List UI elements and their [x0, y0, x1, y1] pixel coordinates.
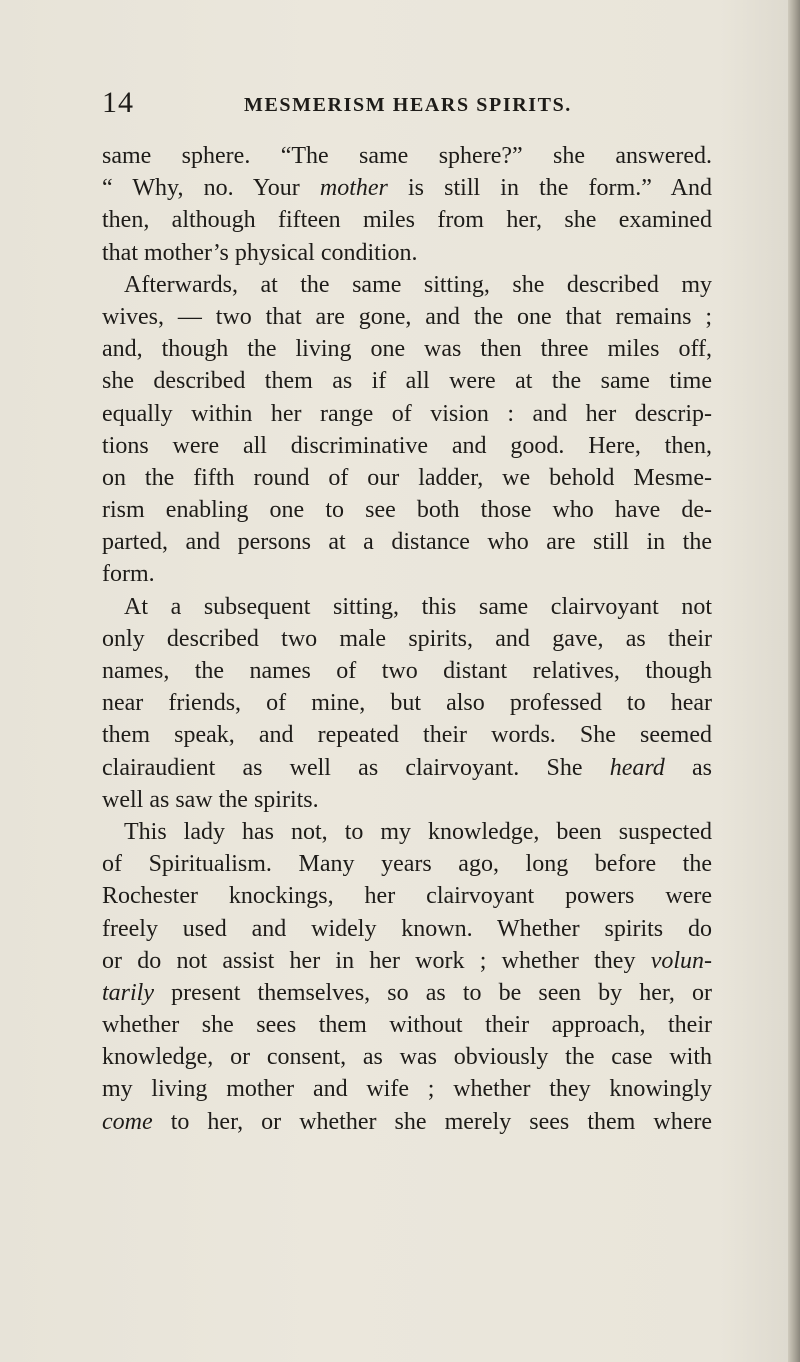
text-line: form.	[102, 561, 155, 588]
text-line: then, although fifteen miles from her, she examined	[102, 207, 712, 234]
text-line: whether she sees them without their approach, their	[102, 1012, 712, 1039]
text-line: Rochester knockings, her clairvoyant powers were	[102, 883, 712, 910]
text-line: tarily present themselves, so as to be seen by her, or	[102, 979, 712, 1006]
page-edge-shadow	[788, 0, 800, 1362]
text-line: near friends, of mine, but also professed to hear	[102, 690, 712, 717]
text-line: them speak, and repeated their words. She seemed	[102, 722, 712, 749]
text-line: Afterwards, at the same sitting, she described my	[124, 271, 712, 298]
text-line: tions were all discriminative and good. Here, then,	[102, 432, 712, 459]
text-line: wives, — two that are gone, and the one that remains ;	[102, 303, 712, 330]
text-line: come to her, or whether she merely sees them where	[102, 1108, 712, 1135]
text-line: At a subsequent sitting, this same clairvoyant not	[124, 593, 712, 620]
text-line: my living mother and wife ; whether they knowingly	[102, 1076, 712, 1103]
text-line: parted, and persons at a distance who are still in the	[102, 529, 712, 556]
text-line: equally within her range of vision : and her descrip-	[102, 400, 712, 427]
text-line: “ Why, no. Your mother is still in the form.” And	[102, 175, 712, 202]
text-line: freely used and widely known. Whether spirits do	[102, 915, 712, 942]
text-line: of Spiritualism. Many years ago, long before the	[102, 851, 712, 878]
running-head	[102, 86, 712, 122]
text-line: and, though the living one was then three miles off,	[102, 336, 712, 363]
page-number: 14	[102, 86, 134, 119]
text-line: This lady has not, to my knowledge, been suspected	[124, 818, 712, 845]
text-line: she described them as if all were at the same time	[102, 368, 712, 395]
body-text	[102, 140, 712, 1138]
running-title: MESMERISM HEARS SPIRITS.	[244, 94, 572, 116]
text-line: names, the names of two distant relatives, though	[102, 658, 712, 684]
text-line: rism enabling one to see both those who have de-	[102, 497, 712, 524]
text-line: well as saw the spirits.	[102, 786, 319, 813]
text-line: only described two male spirits, and gave, as their	[102, 625, 712, 652]
text-line: knowledge, or consent, as was obviously the case with	[102, 1044, 712, 1071]
text-line: clairaudient as well as clairvoyant. She heard as	[102, 754, 712, 781]
text-line: or do not assist her in her work ; whether they volun-	[102, 947, 712, 974]
text-line: that mother’s physical condition.	[102, 239, 418, 266]
text-line: same sphere. “The same sphere?” she answered.	[102, 143, 712, 169]
text-line: on the fifth round of our ladder, we behold Mesme-	[102, 464, 712, 491]
